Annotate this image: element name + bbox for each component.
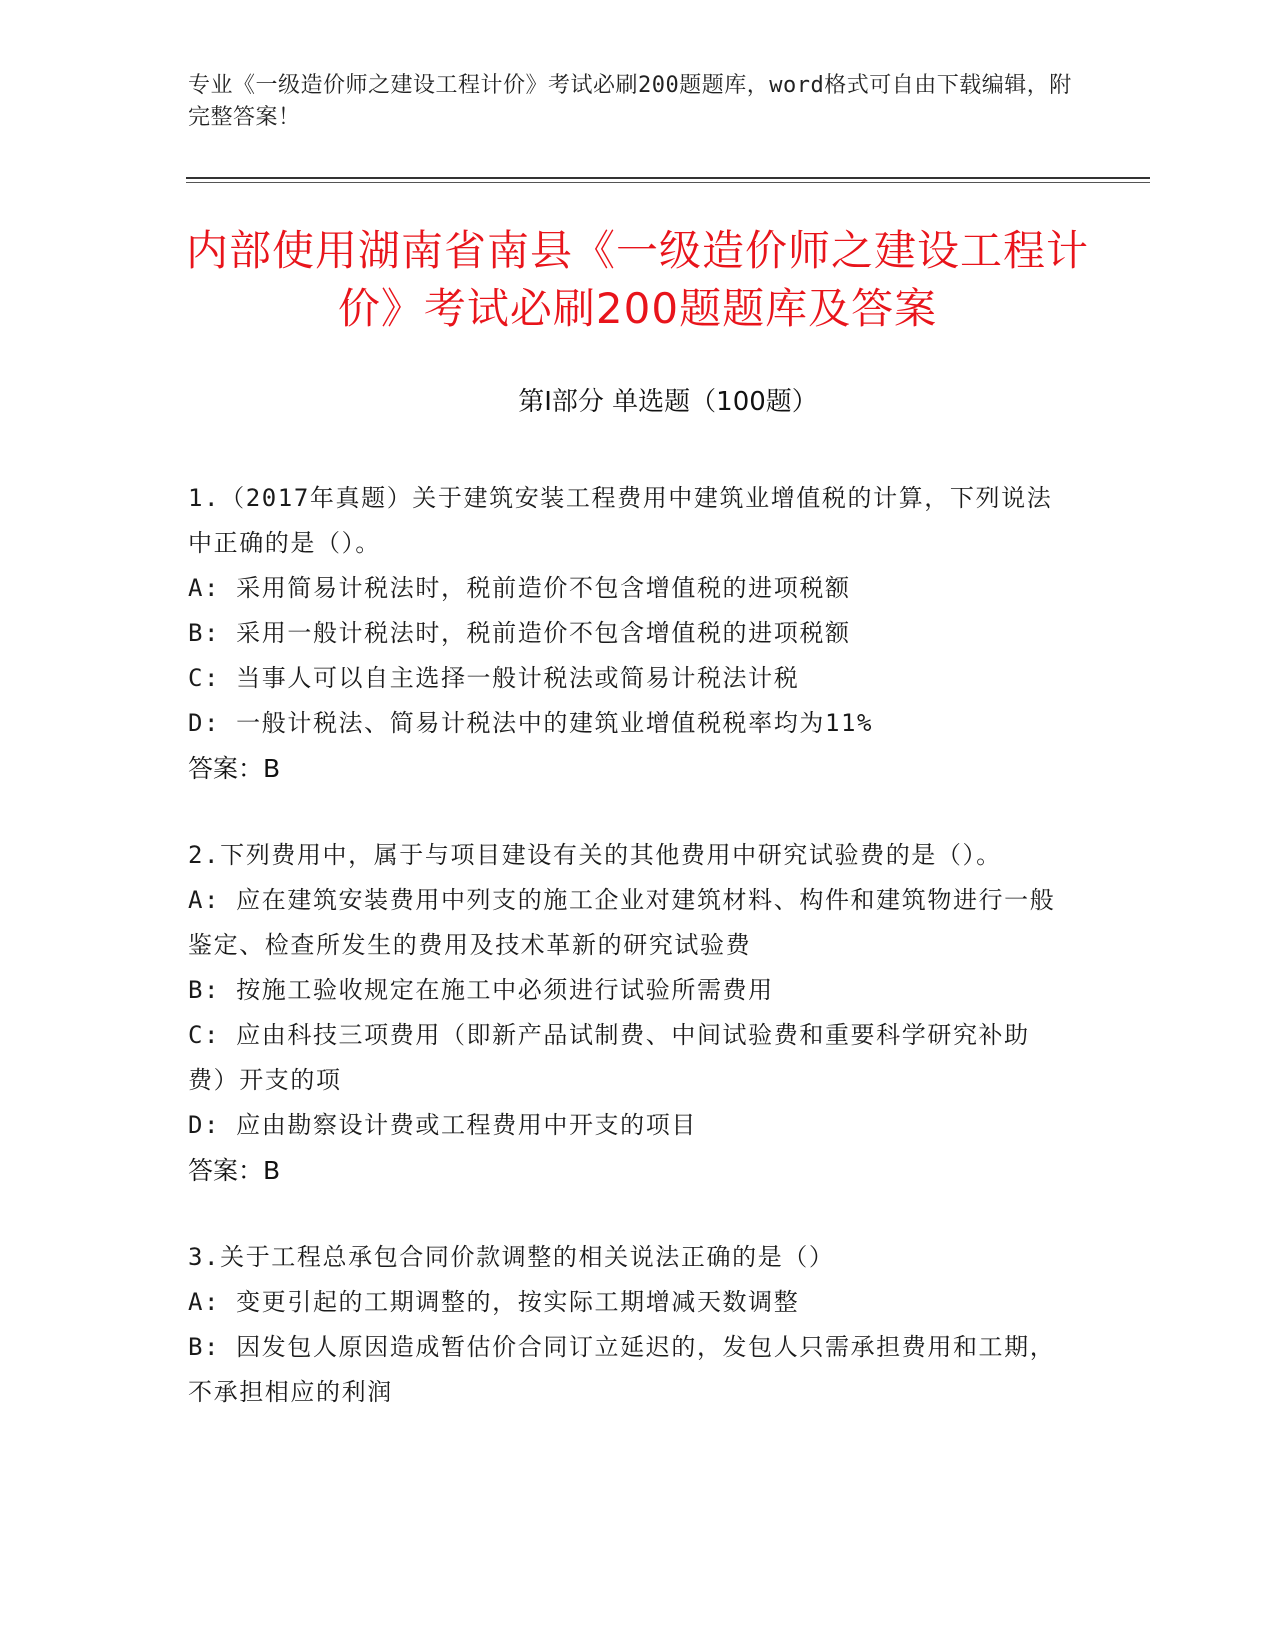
option-a: A: 变更引起的工期调整的，按实际工期增减天数调整 [188,1288,800,1316]
answer: 答案：B [188,754,281,783]
question-list [188,476,1068,1457]
question-3 [188,1235,1068,1415]
option-b: B: 采用一般计税法时，税前造价不包含增值税的进项税额 [188,619,851,647]
section-title: 第Ⅰ部分 单选题（100题） [518,387,818,417]
option-a: A: 应在建筑安装费用中列支的施工企业对建筑材料、构件和建筑物进行一般鉴定、检查所发生的费用及技术革新的研究试验费 [188,886,1056,959]
question-stem: 3.关于工程总承包合同价款调整的相关说法正确的是（） [188,1243,835,1271]
header-divider-thick [186,177,1150,179]
document-title: 内部使用湖南省南县《一级造价师之建设工程计价》考试必刷200题题库及答案 [185,226,1089,333]
header-divider-thin [186,182,1150,183]
option-d: D: 一般计税法、简易计税法中的建筑业增值税税率均为11% [188,709,874,737]
question-stem: 2.下列费用中，属于与项目建设有关的其他费用中研究试验费的是（）。 [188,841,1002,869]
question-1 [188,476,1068,791]
header-note: 专业《一级造价师之建设工程计价》考试必刷200题题库，word格式可自由下载编辑，附完整答案！ [188,73,1072,130]
option-c: C: 应由科技三项费用（即新产品试制费、中间试验费和重要科学研究补助费）开支的项 [188,1021,1030,1094]
question-2 [188,833,1068,1193]
question-stem: 1.（2017年真题）关于建筑安装工程费用中建筑业增值税的计算，下列说法中正确的是（）。 [188,484,1053,557]
answer: 答案：B [188,1156,281,1185]
option-d: D: 应由勘察设计费或工程费用中开支的项目 [188,1111,697,1139]
option-a: A: 采用简易计税法时，税前造价不包含增值税的进项税额 [188,574,851,602]
option-c: C: 当事人可以自主选择一般计税法或简易计税法计税 [188,664,800,692]
option-b: B: 因发包人原因造成暂估价合同订立延迟的，发包人只需承担费用和工期，不承担相应的利润 [188,1333,1056,1406]
option-b: B: 按施工验收规定在施工中必须进行试验所需费用 [188,976,774,1004]
